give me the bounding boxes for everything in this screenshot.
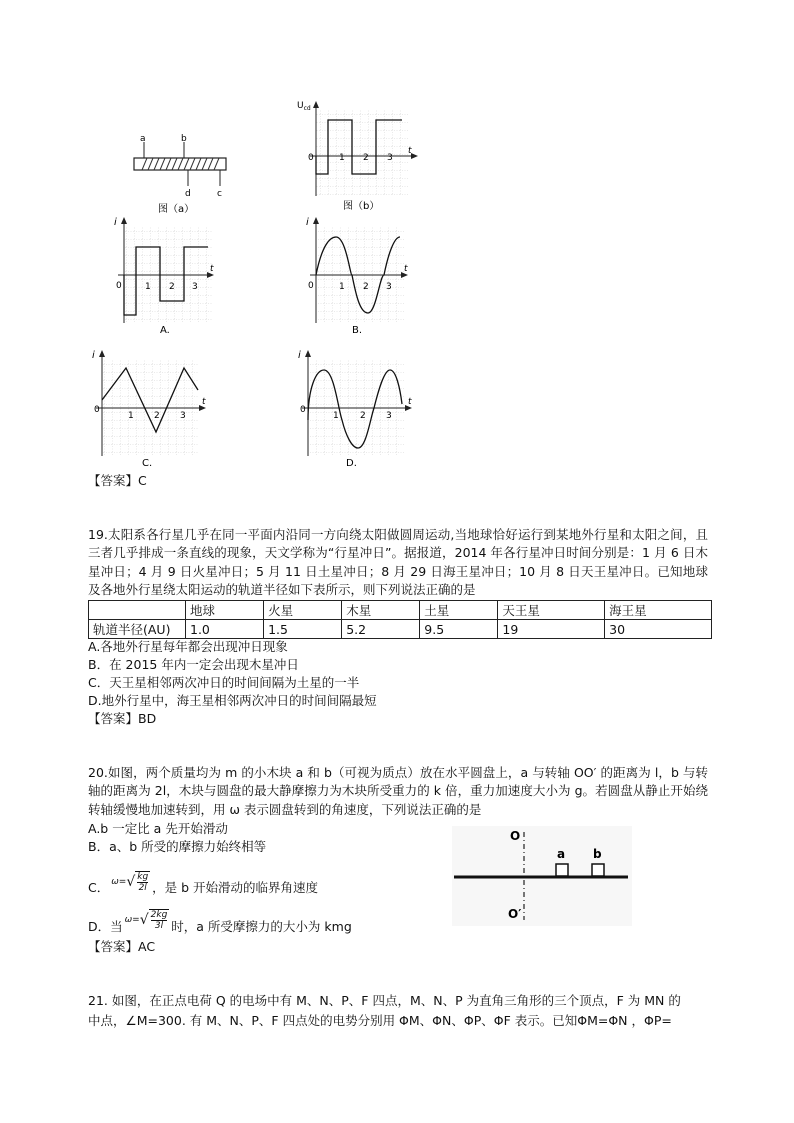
opt-b-i-label: i: [306, 217, 309, 228]
formula-d: ω= √ $\frac{2kg}{3l}$: [124, 910, 168, 931]
opt-b-origin: 0: [308, 281, 314, 291]
formula-d-num: 2kg: [150, 910, 168, 920]
opt-d-tick-2: 2: [360, 411, 366, 421]
q18-answer: 【答案】C: [88, 473, 147, 488]
option-d-caption: D.: [346, 458, 357, 469]
coil-label-a: a: [140, 134, 146, 144]
q20-question: 20.如图，两个质量均为 m 的小木块 a 和 b（可视为质点）放在水平圆盘上，a 与转轴 OO′ 的距离为 l，b 与转轴的距离为 2l，木块与圆盘的最大静摩擦力为木块所受重力的 k 倍，重力加速度大小为 g。若圆盘从静止开始绕转轴缓慢地加速转到，用 ω 表示圆盘转到的角速度，下列说法正确的是: [88, 765, 708, 817]
q19-option-c: C．天王星相邻两次冲日的时间间隔为土星的一半: [88, 675, 360, 690]
table-cell: 木星: [342, 601, 420, 620]
formula-c: ω= √ $\frac{kg}{2l}$: [111, 872, 149, 893]
opt-d-t-label: t: [408, 397, 412, 407]
disk-label-O-prime: O′: [508, 907, 522, 921]
table-cell: 火星: [264, 601, 342, 620]
figure-b-caption: 图（b）: [343, 201, 380, 212]
table-cell: [89, 601, 186, 620]
table-cell: 1.5: [264, 620, 342, 639]
q20-option-a: A.b 一定比 a 先开始滑动: [88, 821, 228, 836]
opt-c-i-label: i: [92, 350, 95, 361]
table-cell: 天王星: [498, 601, 605, 620]
q20-option-d-prefix: D．当: [88, 919, 123, 934]
coil-label-d: d: [185, 189, 191, 199]
formula-d-lhs: ω=: [124, 915, 140, 925]
q20-option-c: [88, 862, 318, 902]
opt-a-origin: 0: [116, 281, 122, 291]
opt-c-origin: 0: [94, 405, 100, 415]
fig-b-tick-1: 1: [339, 153, 345, 163]
orbit-radius-table: [88, 600, 712, 639]
figure-b-ucd-graph: [296, 98, 426, 216]
fig-b-tick-2: 2: [363, 153, 369, 163]
table-cell: 9.5: [420, 620, 498, 639]
opt-a-tick-2: 2: [169, 282, 175, 292]
opt-a-i-label: i: [114, 217, 117, 228]
fig-b-tick-3: 3: [387, 153, 393, 163]
opt-a-tick-1: 1: [145, 282, 151, 292]
opt-d-tick-1: 1: [333, 411, 339, 421]
formula-c-lhs: ω=: [111, 877, 127, 887]
table-cell: 19: [498, 620, 605, 639]
fig-b-origin: 0: [308, 153, 314, 163]
q20-option-d-suffix: 时，a 所受摩擦力的大小为 kmg: [171, 919, 352, 934]
option-b-graph: [300, 215, 412, 335]
fig-b-axis-label: $U_{cd}$: [297, 101, 311, 112]
q19-answer: 【答案】BD: [88, 711, 157, 726]
q20-answer: 【答案】AC: [88, 939, 156, 954]
disk-label-O: O: [510, 829, 521, 843]
q19-question: 19.太阳系各行星几乎在同一平面内沿同一方向绕太阳做圆周运动,当地球恰好运行到某地外行星和太阳之间，且三者几乎排成一条直线的现象，天文学称为“行星冲日”。据报道，2014 年各行星冲日时间分别是：1 月 6 日木星冲日；4 月 9 日火星冲日；5 月 11 日土星冲日；8 月 29 日海王星冲日；10 月 8 日天王星冲日。已知地球及各地外行星绕太阳运动的轨道半径如下表所示，则下列说法正确的是: [88, 527, 708, 598]
option-c-graph: [88, 348, 212, 470]
q20-option-b: B．a、b 所受的摩擦力始终相等: [88, 839, 267, 854]
opt-c-t-label: t: [202, 397, 206, 407]
formula-c-num: kg: [137, 872, 149, 882]
q19-option-a: A.各地外行星每年都会出现冲日现象: [88, 639, 288, 654]
figure-a-caption: 图（a）: [158, 204, 195, 215]
opt-b-tick-2: 2: [363, 282, 369, 292]
table-cell: 30: [605, 620, 712, 639]
opt-d-tick-3: 3: [386, 411, 392, 421]
opt-d-i-label: i: [298, 350, 301, 361]
option-a-graph: [110, 215, 220, 335]
option-b-caption: B.: [352, 325, 363, 335]
table-cell: 5.2: [342, 620, 420, 639]
disk-label-b: b: [593, 847, 602, 861]
opt-b-tick-1: 1: [339, 282, 345, 292]
q19-option-b: B．在 2015 年内一定会出现木星冲日: [88, 657, 299, 672]
q20-option-d: [88, 902, 352, 938]
formula-c-den: 2l: [138, 883, 147, 893]
opt-c-tick-1: 1: [128, 411, 134, 421]
table-cell: 土星: [420, 601, 498, 620]
opt-b-tick-3: 3: [386, 282, 392, 292]
q20-option-c-suffix: ，是 b 开始滑动的临界角速度: [152, 880, 319, 895]
figure-a-solenoid: [126, 130, 236, 220]
disk-label-a: a: [557, 847, 566, 861]
option-c-caption: C.: [142, 458, 153, 469]
q21-line-2: 中点，∠M=300. 有 M、N、P、F 四点处的电势分别用 ΦM、ΦN、ΦP、ΦF 表示。已知ΦM=ΦN ，ΦP=: [88, 1013, 672, 1028]
option-d-graph: [292, 348, 416, 470]
option-a-caption: A.: [160, 325, 170, 335]
opt-c-tick-3: 3: [180, 411, 186, 421]
q20-disk-figure: [452, 826, 632, 926]
table-row: [89, 620, 712, 639]
table-cell: 1.0: [186, 620, 264, 639]
q20-option-c-prefix: C．: [88, 880, 110, 895]
fig-b-t-label: t: [408, 146, 412, 156]
q19-option-d: D.地外行星中，海王星相邻两次冲日的时间间隔最短: [88, 693, 377, 708]
formula-d-den: 3l: [154, 921, 164, 931]
q21-line-1: 21. 如图，在正点电荷 Q 的电场中有 M、N、P、F 四点，M、N、P 为直角三角形的三个顶点，F 为 MN 的: [88, 993, 681, 1008]
opt-c-tick-2: 2: [154, 411, 160, 421]
opt-d-origin: 0: [300, 405, 306, 415]
table-cell: 轨道半径(AU): [89, 620, 186, 639]
opt-a-t-label: t: [210, 264, 214, 274]
opt-b-t-label: t: [404, 264, 408, 274]
table-cell: 海王星: [605, 601, 712, 620]
coil-label-c: c: [217, 189, 222, 199]
coil-label-b: b: [181, 134, 187, 144]
table-cell: 地球: [186, 601, 264, 620]
opt-a-tick-3: 3: [192, 282, 198, 292]
table-header-row: [89, 601, 712, 620]
